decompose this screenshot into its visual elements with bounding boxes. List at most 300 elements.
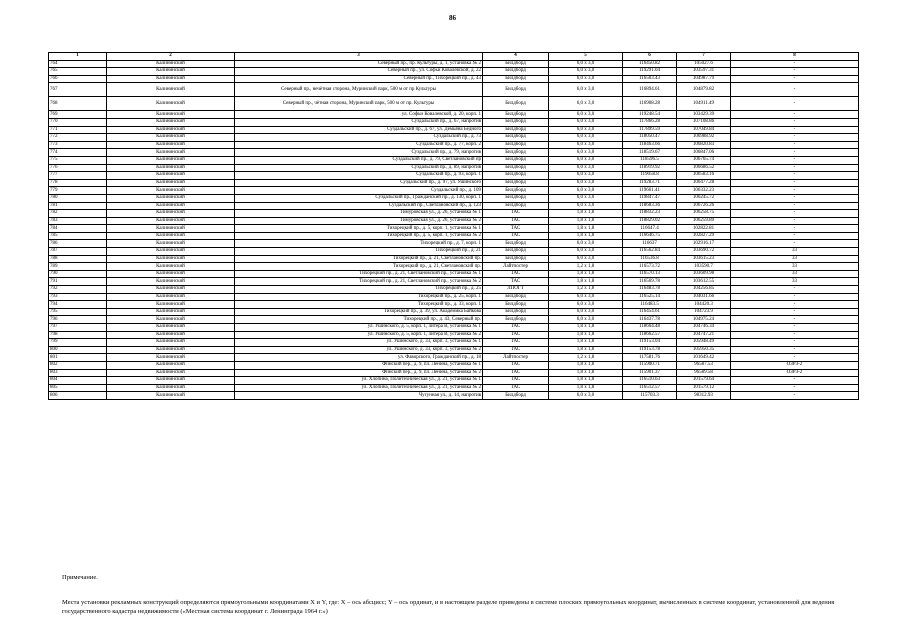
cell-district: Калининский [107, 331, 235, 339]
cell-size: 6,0 х 3,0 [549, 75, 623, 83]
cell-size: 1,2 х 1,8 [549, 354, 623, 362]
table-row [49, 346, 859, 354]
cell-address: Тихорецкий пр., д. 39, ул. Академика Байкова [235, 308, 483, 316]
table-row [49, 126, 859, 134]
cell-y: 104746.34 [677, 324, 731, 332]
cell-district: Калининский [107, 225, 235, 233]
table-row [49, 202, 859, 210]
cell-number: 804 [49, 377, 107, 385]
cell-address: Суздальский пр., д. 109 [235, 187, 483, 195]
cell-note: - [731, 187, 859, 195]
cell-type: ТАС [483, 331, 549, 339]
table-row [49, 83, 859, 97]
cell-size: 6,0 х 3,0 [549, 179, 623, 187]
cell-district: Калининский [107, 248, 235, 256]
cell-type: Лайтпостер [483, 263, 549, 271]
table-row [49, 225, 859, 233]
cell-x: 115901.37 [623, 369, 677, 377]
table-row [49, 149, 859, 157]
cell-y: 104420.3 [677, 301, 731, 309]
cell-y: 103609.98 [677, 270, 731, 278]
cell-district: Калининский [107, 240, 235, 248]
cell-y: 104879.82 [677, 83, 731, 97]
cell-number: 765 [49, 68, 107, 76]
cell-number: 796 [49, 316, 107, 324]
table-row [49, 179, 859, 187]
cell-note: - [731, 210, 859, 218]
table-row [49, 361, 859, 369]
table-row [49, 68, 859, 76]
cell-number: 772 [49, 134, 107, 142]
cell-type: ТАС [483, 361, 549, 369]
cell-address: Тихорецкий пр., д. 5, корп. 1, установка № 1 [235, 225, 483, 233]
cell-size: 6,0 х 3,0 [549, 156, 623, 164]
cell-note: - [731, 134, 859, 142]
cell-note: 33 [731, 263, 859, 271]
cell-y: 103615.23 [677, 255, 731, 263]
cell-x: 118832.23 [623, 210, 677, 218]
cell-type: Билдборд [483, 156, 549, 164]
cell-y: 106477.28 [677, 179, 731, 187]
cell-size: 6,0 х 3,0 [549, 293, 623, 301]
cell-type: Билдборд [483, 164, 549, 172]
cell-district: Калининский [107, 164, 235, 172]
cell-number: 770 [49, 118, 107, 126]
cell-note: - [731, 293, 859, 301]
cell-type: Билдборд [483, 301, 549, 309]
cell-size: 6,0 х 3,0 [549, 68, 623, 76]
table-row [49, 232, 859, 240]
cell-x: 116569.78 [623, 278, 677, 286]
cell-y: 107049.84 [677, 126, 731, 134]
cell-size: 6,0 х 3,0 [549, 172, 623, 180]
cell-size: 1,8 х 1,8 [549, 369, 623, 377]
table-header-row [49, 53, 859, 61]
cell-address: Суздальский пр., д. 67, напротив [235, 118, 483, 126]
cell-note: - [731, 301, 859, 309]
table-row [49, 134, 859, 142]
cell-number: 803 [49, 369, 107, 377]
table-row [49, 75, 859, 83]
cell-note: - [731, 240, 859, 248]
cell-y: 102827.29 [677, 232, 731, 240]
cell-y: 106988.92 [677, 134, 731, 142]
cell-address: Чугунная ул., д. 14, напротив [235, 392, 483, 400]
cell-district: Калининский [107, 156, 235, 164]
cell-district: Калининский [107, 339, 235, 347]
cell-address: Тихорецкий пр., д. 21, Светлановский пр. [235, 263, 483, 271]
cell-type: Билдборд [483, 194, 549, 202]
table-row [49, 286, 859, 294]
cell-district: Калининский [107, 149, 235, 157]
cell-y: 105950.35 [677, 346, 731, 354]
cell-x: 116637 [623, 240, 677, 248]
cell-note: - [731, 149, 859, 157]
column-header: 7 [677, 53, 731, 61]
cell-note: - [731, 202, 859, 210]
cell-type: Билдборд [483, 111, 549, 119]
cell-x: 116503.43 [623, 75, 677, 83]
cell-address: Северный пр., нечётная сторона, Муринский парк, 500 м от пр Культуры [235, 83, 483, 97]
cell-note: - [731, 164, 859, 172]
cell-type: Билдборд [483, 118, 549, 126]
cell-x: 118829.02 [623, 217, 677, 225]
cell-address: Тихорецкий пр., д. 21 [235, 248, 483, 256]
cell-size: 1,2 х 1,8 [549, 286, 623, 294]
table-row [49, 164, 859, 172]
cell-note: 33 [731, 255, 859, 263]
table-row [49, 240, 859, 248]
cell-address: Тихорецкий пр., д. 21, Светлановский пр., установка № 2 [235, 278, 483, 286]
cell-type: ТАС [483, 377, 549, 385]
column-header: 1 [49, 53, 107, 61]
cell-y: 101649.42 [677, 354, 731, 362]
cell-type: ТАС [483, 384, 549, 392]
cell-number: 789 [49, 263, 107, 271]
cell-number: 788 [49, 255, 107, 263]
cell-x: 116525.14 [623, 293, 677, 301]
column-header: 5 [549, 53, 623, 61]
cell-address: ул. Ушинского, д. 33, корп. 3, установка № 1 [235, 339, 483, 347]
cell-number: 767 [49, 83, 107, 97]
page-number: 86 [449, 14, 456, 22]
cell-district: Калининский [107, 187, 235, 195]
cell-address: ул. Хлопина, Политехническая ул., д. 21, установка № 1 [235, 377, 483, 385]
cell-x: 116646.75 [623, 232, 677, 240]
cell-x: 118463.66 [623, 141, 677, 149]
cell-type: Лайтпостер [483, 354, 549, 362]
cell-size: 1,8 х 1,8 [549, 217, 623, 225]
cell-number: 792 [49, 286, 107, 294]
cell-type: ТАС [483, 232, 549, 240]
cell-address: ул. Хлопина, Политехническая ул., д. 21, установка № 2 [235, 384, 483, 392]
cell-type: Билдборд [483, 60, 549, 68]
cell-x: 118683.36 [623, 202, 677, 210]
cell-note: ОЗРЗ-2 [731, 369, 859, 377]
table-row [49, 60, 859, 68]
table-row [49, 210, 859, 218]
cell-y: 106258.75 [677, 210, 731, 218]
cell-address: Суздальский пр., д. 77, корп. 2 [235, 141, 483, 149]
cell-district: Калининский [107, 60, 235, 68]
cell-note: - [731, 392, 859, 400]
cell-note: - [731, 354, 859, 362]
cell-note: - [731, 75, 859, 83]
cell-note: - [731, 172, 859, 180]
cell-y: 107108.86 [677, 118, 731, 126]
cell-type: Билдборд [483, 97, 549, 111]
cell-size: 1,8 х 1,8 [549, 377, 623, 385]
cell-size: 1,8 х 1,8 [549, 225, 623, 233]
cell-address: ул. Фаворского, Гражданский пр., д. 18 [235, 354, 483, 362]
cell-number: 769 [49, 111, 107, 119]
cell-address: Тихорецкий пр., д. 43, Северный пр. [235, 316, 483, 324]
cell-size: 6,0 х 3,0 [549, 97, 623, 111]
table-body [49, 60, 859, 399]
cell-size: 6,0 х 3,0 [549, 83, 623, 97]
cell-x: 116647.4 [623, 225, 677, 233]
table-row [49, 263, 859, 271]
cell-address: Северный пр., пр. Культуры, д. 1, установка № 2 [235, 60, 483, 68]
cell-address: Тихорецкий пр., д. 25 [235, 286, 483, 294]
cell-address: ул. Ушинского, д. 5, корп. 1, литера В, установка № 2 [235, 331, 483, 339]
cell-note: - [731, 97, 859, 111]
cell-type: Билдборд [483, 316, 549, 324]
cell-y: 96587.53 [677, 361, 731, 369]
cell-x: 118519.67 [623, 149, 677, 157]
table-row [49, 270, 859, 278]
cell-district: Калининский [107, 126, 235, 134]
cell-type: Билдборд [483, 202, 549, 210]
table-row [49, 384, 859, 392]
column-header: 6 [623, 53, 677, 61]
cell-type: Билдборд [483, 75, 549, 83]
cell-size: 1,8 х 1,8 [549, 384, 623, 392]
cell-x: 116570.13 [623, 270, 677, 278]
cell-size: 6,0 х 3,0 [549, 126, 623, 134]
cell-type: Билдборд [483, 126, 549, 134]
cell-district: Калининский [107, 179, 235, 187]
cell-number: 777 [49, 172, 107, 180]
table-row [49, 156, 859, 164]
cell-x: 116483.5 [623, 301, 677, 309]
cell-district: Калининский [107, 194, 235, 202]
table-row [49, 392, 859, 400]
cell-district: Калининский [107, 97, 235, 111]
cell-type: Билдборд [483, 255, 549, 263]
cell-address: Суздальский пр., д. 79, напротив [235, 149, 483, 157]
cell-size: 1,8 х 1,8 [549, 331, 623, 339]
cell-size: 1,8 х 1,8 [549, 232, 623, 240]
cell-number: 784 [49, 225, 107, 233]
cell-note: - [731, 60, 859, 68]
cell-number: 764 [49, 60, 107, 68]
cell-address: Тихорецкий пр., д. 21, Светлановский пр. [235, 255, 483, 263]
cell-type: ТАС [483, 339, 549, 347]
cell-type: Билдборд [483, 83, 549, 97]
cell-size: 6,0 х 3,0 [549, 141, 623, 149]
table-row [49, 118, 859, 126]
cell-district: Калининский [107, 361, 235, 369]
cell-y: 103429.39 [677, 111, 731, 119]
cell-type: ТАС [483, 369, 549, 377]
cell-x: 116536.8 [623, 255, 677, 263]
cell-district: Калининский [107, 134, 235, 142]
cell-district: Калининский [107, 83, 235, 97]
cell-size: 6,0 х 3,0 [549, 118, 623, 126]
cell-address: Тихорецкий пр., д. 21, Светлановский пр., установка № 1 [235, 270, 483, 278]
cell-district: Калининский [107, 210, 235, 218]
cell-number: 787 [49, 248, 107, 256]
cell-x: 117899.59 [623, 126, 677, 134]
cell-y: 104975.24 [677, 316, 731, 324]
cell-y: 103690.72 [677, 248, 731, 256]
table-row [49, 293, 859, 301]
cell-size: 1,8 х 1,8 [549, 346, 623, 354]
table-row [49, 324, 859, 332]
cell-x: 116454.61 [623, 308, 677, 316]
cell-y: 106765.74 [677, 156, 731, 164]
cell-x: 116562.84 [623, 248, 677, 256]
cell-note: - [731, 156, 859, 164]
cell-x: 116437.78 [623, 316, 677, 324]
cell-address: Суздальский пр., д. 73 [235, 134, 483, 142]
cell-x: 119058.8 [623, 172, 677, 180]
cell-x: 118596.5 [623, 156, 677, 164]
cell-x: 116510.63 [623, 377, 677, 385]
cell-type: Билдборд [483, 68, 549, 76]
cell-type: Билдборд [483, 187, 549, 195]
table-row [49, 255, 859, 263]
cell-x: 116450.82 [623, 60, 677, 68]
note-heading: Примечание. [62, 574, 98, 581]
cell-district: Калининский [107, 293, 235, 301]
cell-note: - [731, 179, 859, 187]
cell-note: ОЗРЗ-2 [731, 361, 859, 369]
cell-note: - [731, 232, 859, 240]
cell-district: Калининский [107, 316, 235, 324]
table-row [49, 308, 859, 316]
cell-address: Тимуровская ул., д. 26, установка № 2 [235, 217, 483, 225]
cell-number: 799 [49, 339, 107, 347]
cell-type: Билдборд [483, 308, 549, 316]
cell-y: 106332.23 [677, 187, 731, 195]
cell-district: Калининский [107, 270, 235, 278]
cell-x: 115900.71 [623, 361, 677, 369]
cell-note: - [731, 68, 859, 76]
table-row [49, 141, 859, 149]
cell-type: Билдборд [483, 149, 549, 157]
cell-type: Билдборд [483, 134, 549, 142]
cell-y: 104747.21 [677, 331, 731, 339]
cell-y: 106686.52 [677, 164, 731, 172]
cell-address: ул. Ушинского, д. 33, корп. 3, установка № 2 [235, 346, 483, 354]
cell-address: ул. Ушинского, д. 5, корп. 1, литера В, установка № 1 [235, 324, 483, 332]
cell-y: 103597.31 [677, 68, 731, 76]
cell-note: 33 [731, 248, 859, 256]
cell-size: 6,0 х 3,0 [549, 149, 623, 157]
cell-x: 116573.72 [623, 263, 677, 271]
cell-number: 790 [49, 270, 107, 278]
cell-note: - [731, 308, 859, 316]
column-header: 3 [235, 53, 483, 61]
cell-district: Калининский [107, 354, 235, 362]
cell-y: 104031.66 [677, 293, 731, 301]
cell-district: Калининский [107, 255, 235, 263]
cell-y: 103590.7 [677, 263, 731, 271]
cell-x: 116894.61 [623, 83, 677, 97]
cell-note: - [731, 83, 859, 97]
cell-size: 6,0 х 3,0 [549, 240, 623, 248]
cell-number: 805 [49, 384, 107, 392]
cell-address: Суздальский пр., д. 97, ул. Ушинского [235, 179, 483, 187]
cell-y: 105027.6 [677, 60, 731, 68]
cell-district: Калининский [107, 232, 235, 240]
cell-district: Калининский [107, 278, 235, 286]
cell-district: Калининский [107, 324, 235, 332]
cell-type: ТАС [483, 225, 549, 233]
cell-y: 102916.17 [677, 240, 731, 248]
cell-y: 106245.72 [677, 194, 731, 202]
cell-size: 6,0 х 3,0 [549, 202, 623, 210]
cell-x: 116483.78 [623, 286, 677, 294]
column-header: 4 [483, 53, 549, 61]
cell-note: - [731, 111, 859, 119]
cell-address: Финский пер., д. 9, пл. Ленина, установка № 1 [235, 361, 483, 369]
cell-district: Калининский [107, 308, 235, 316]
cell-type: Билдборд [483, 141, 549, 149]
cell-address: Тихорецкий пр., д. 7, корп. 1 [235, 240, 483, 248]
cell-note: - [731, 126, 859, 134]
cell-address: Финский пер., д. 9, пл. Ленина, установка № 2 [235, 369, 483, 377]
cell-y: 105948.49 [677, 339, 731, 347]
table-row [49, 97, 859, 111]
cell-number: 802 [49, 361, 107, 369]
cell-district: Калининский [107, 392, 235, 400]
cell-size: 1,8 х 1,8 [549, 361, 623, 369]
cell-x: 116908.28 [623, 97, 677, 111]
table-row [49, 369, 859, 377]
cell-x: 119291.04 [623, 68, 677, 76]
cell-number: 774 [49, 149, 107, 157]
cell-district: Калининский [107, 286, 235, 294]
cell-address: Северный пр., ул. Софьи Ковалевской, д. 22 [235, 68, 483, 76]
cell-y: 101579.64 [677, 377, 731, 385]
cell-size: 6,0 х 3,0 [549, 308, 623, 316]
cell-y: 104723.9 [677, 308, 731, 316]
cell-y: 106726.26 [677, 202, 731, 210]
cell-address: Тихорецкий пр., д. 33, корп. 1 [235, 301, 483, 309]
cell-type: Билдборд [483, 392, 549, 400]
table-row [49, 248, 859, 256]
cell-district: Калининский [107, 75, 235, 83]
cell-y: 102822.81 [677, 225, 731, 233]
cell-note: - [731, 324, 859, 332]
table-row [49, 187, 859, 195]
cell-size: 6,0 х 3,0 [549, 255, 623, 263]
cell-x: 117581.76 [623, 354, 677, 362]
cell-number: 783 [49, 217, 107, 225]
cell-y: 98312.93 [677, 392, 731, 400]
cell-note: - [731, 194, 859, 202]
cell-number: 786 [49, 240, 107, 248]
note-text: Места установки рекламных конструкций определяются прямоугольными координатами X и Y, где: X – ось абсцисс; Y – ось ординат, и в настоящем разделе приведены в системе плоских прямоугольных координат, вычисленных в системе координат, установленной для ведения государственного кадастра недвижимости («Местная система координат г. Ленинграда 1964 г.») [62, 599, 835, 615]
cell-note: - [731, 346, 859, 354]
cell-number: 793 [49, 293, 107, 301]
cell-y: 104911.49 [677, 97, 731, 111]
cell-size: 1,8 х 1,8 [549, 270, 623, 278]
cell-type: Билдборд [483, 179, 549, 187]
cell-type: ТАС [483, 270, 549, 278]
cell-x: 119248.54 [623, 111, 677, 119]
cell-note: 33 [731, 270, 859, 278]
column-header: 8 [731, 53, 859, 61]
cell-size: 1,8 х 1,8 [549, 324, 623, 332]
cell-note: - [731, 331, 859, 339]
cell-district: Калининский [107, 172, 235, 180]
cell-note: 33 [731, 278, 859, 286]
cell-size: 6,0 х 3,0 [549, 187, 623, 195]
cell-note: - [731, 377, 859, 385]
cell-x: 118050.47 [623, 134, 677, 142]
cell-size: 1,8 х 1,8 [549, 339, 623, 347]
cell-district: Калининский [107, 301, 235, 309]
cell-address: Северный пр., чётная сторона, Муринский парк, 500 м от пр. Культуры [235, 97, 483, 111]
cell-size: 6,0 х 3,0 [549, 194, 623, 202]
cell-address: Суздальский пр., Светлановский пр., д. 123 [235, 202, 483, 210]
cell-number: 773 [49, 141, 107, 149]
cell-number: 801 [49, 354, 107, 362]
